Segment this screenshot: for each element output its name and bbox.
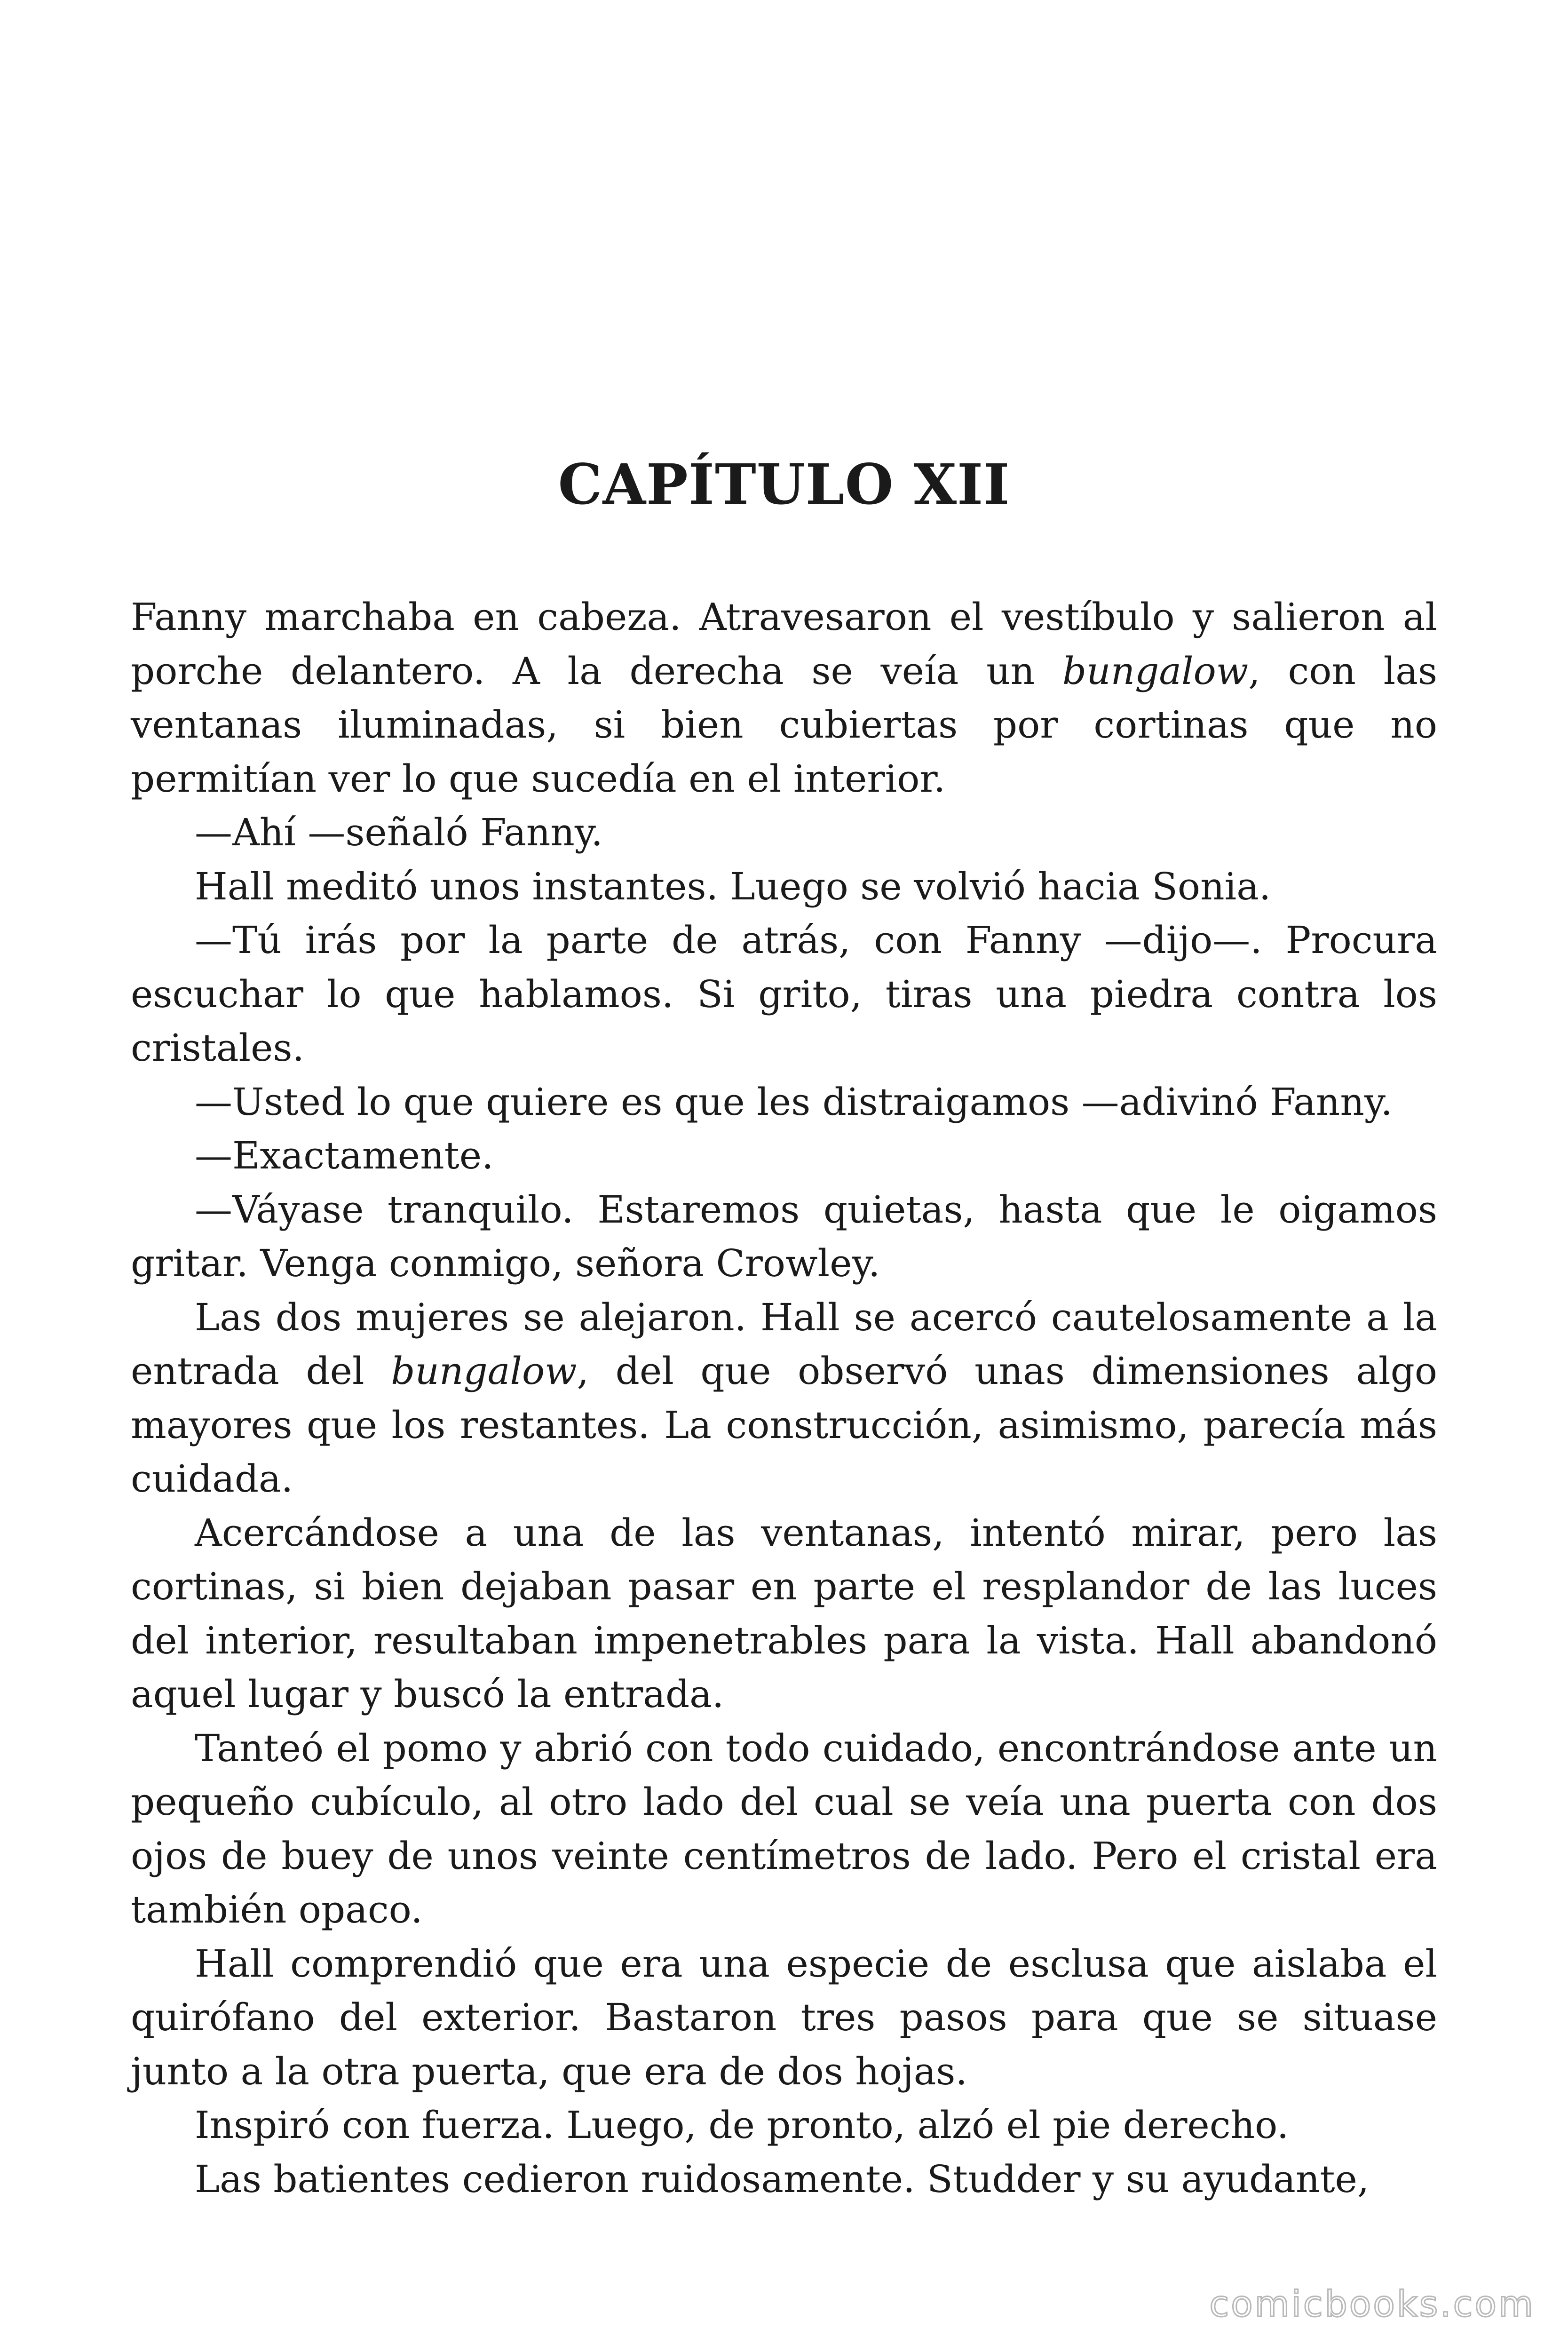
text-run: —Tú irás por la parte de atrás, con Fanny —dijo—. Procura escuchar lo que hablamos. Si grito, tiras una piedra contra los cristales.	[131, 918, 1437, 1070]
text-run: —Váyase tranquilo. Estaremos quietas, hasta que le oigamos gritar. Venga conmigo, señora Crowley.	[131, 1187, 1437, 1285]
text-run: Fanny marchaba en cabeza. Atravesaron el vestíbulo y salieron al porche delantero. A la derecha se veía un	[131, 595, 1437, 693]
paragraph	[131, 2153, 1437, 2207]
paragraph	[131, 1129, 1437, 1183]
text-run: —Usted lo que quiere es que les distraigamos —adivinó Fanny.	[195, 1080, 1393, 1124]
text-run: Las dos mujeres se alejaron. Hall se acercó cautelosamente a la entrada del	[131, 1295, 1437, 1393]
paragraph	[131, 806, 1437, 860]
paragraph	[131, 1937, 1437, 2099]
text-run: Inspiró con fuerza. Luego, de pronto, alzó el pie derecho.	[195, 2103, 1289, 2147]
paragraph	[131, 1722, 1437, 1937]
text-run: Acercándose a una de las ventanas, intentó mirar, pero las cortinas, si bien dejaban pasar en parte el resplandor de las luces del interior, resultaban impenetrables para la vista. Hall abandonó aquel lugar y buscó la entrada.	[131, 1510, 1437, 1716]
text-run: —Ahí —señaló Fanny.	[195, 810, 603, 854]
italic-term: bungalow	[391, 1349, 577, 1393]
text-run: Hall meditó unos instantes. Luego se volvió hacia Sonia.	[195, 864, 1271, 908]
paragraph	[131, 860, 1437, 914]
text-run: —Exactamente.	[195, 1134, 494, 1177]
text-run: Hall comprendió que era una especie de esclusa que aislaba el quirófano del exterior. Bastaron tres pasos para que se situase junto a la otra puerta, que era de dos hojas.	[131, 1941, 1437, 2093]
text-run: Las batientes cedieron ruidosamente. Studder y su ayudante,	[195, 2157, 1370, 2201]
paragraph	[131, 1183, 1437, 1291]
watermark: comicbooks.com	[1209, 2283, 1535, 2325]
paragraph	[131, 590, 1437, 806]
text-run: , del que observó unas dimensiones algo mayores que los restantes. La construcción, asimismo, parecía más cuidada.	[131, 1349, 1437, 1501]
paragraph	[131, 2098, 1437, 2153]
paragraph	[131, 1075, 1437, 1129]
chapter-title: CAPÍTULO XII	[558, 452, 1010, 517]
chapter-body	[131, 590, 1437, 2206]
paragraph	[131, 1506, 1437, 1722]
text-run: , con las ventanas iluminadas, si bien cubiertas por cortinas que no permitían ver lo que sucedía en el interior.	[131, 649, 1437, 801]
paragraph	[131, 914, 1437, 1075]
italic-term: bungalow	[1062, 649, 1249, 693]
paragraph	[131, 1291, 1437, 1506]
text-run: Tanteó el pomo y abrió con todo cuidado, encontrándose ante un pequeño cubículo, al otro lado del cual se veía una puerta con dos ojos de buey de unos veinte centímetros de lado. Pero el cristal era también opaco.	[131, 1726, 1437, 1931]
